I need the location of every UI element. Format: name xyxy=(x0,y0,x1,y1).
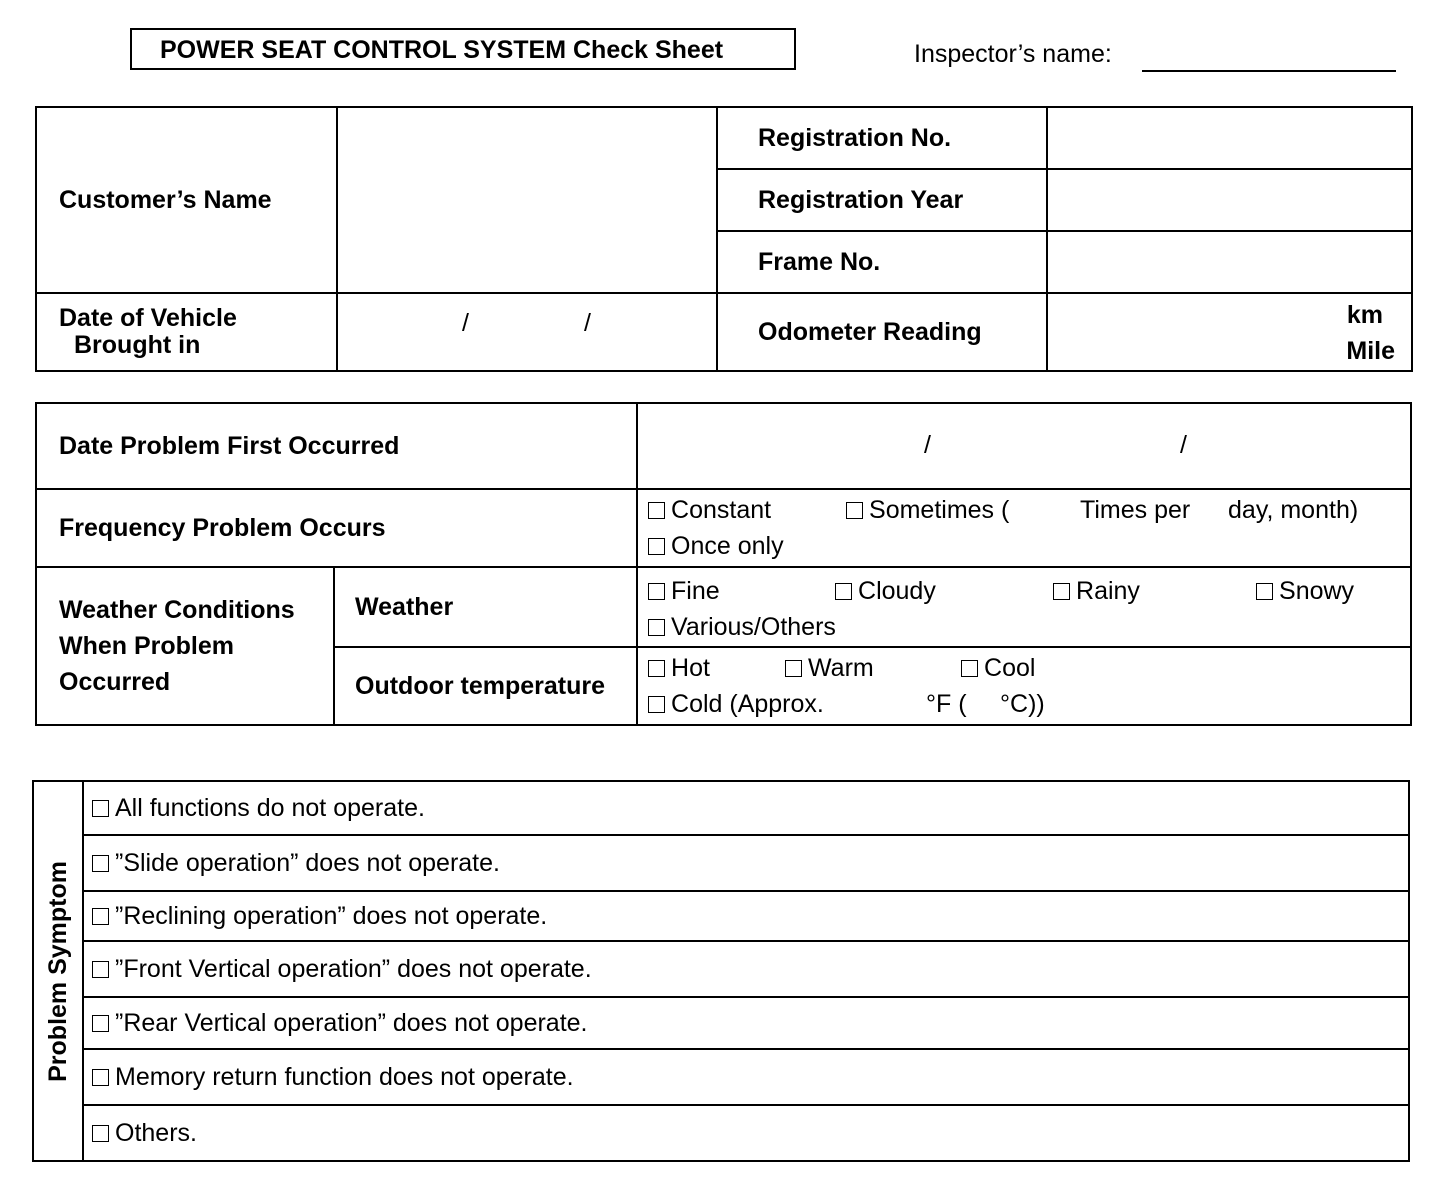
checkbox[interactable] xyxy=(961,660,978,677)
registration-year-field[interactable] xyxy=(1047,169,1412,231)
date-brought-in-label-line2: Brought in xyxy=(74,331,201,359)
date-first-occurred-label: Date Problem First Occurred xyxy=(36,403,637,489)
checkbox[interactable] xyxy=(846,502,863,519)
checkbox[interactable] xyxy=(92,1125,109,1142)
temp-warm-option[interactable]: Warm xyxy=(785,650,874,686)
symptom-row[interactable] xyxy=(83,781,1409,835)
checkbox[interactable] xyxy=(92,961,109,978)
symptom-text: Memory return function does not operate. xyxy=(115,1062,574,1091)
symptom-row[interactable] xyxy=(83,997,1409,1049)
weather-various-option[interactable]: Various/Others xyxy=(648,609,836,645)
checkbox[interactable] xyxy=(1256,583,1273,600)
temperature-options xyxy=(637,647,1411,725)
weather-conditions-line1: Weather Conditions xyxy=(59,596,295,624)
registration-no-label: Registration No. xyxy=(717,107,1047,169)
temp-fahrenheit-label: °F ( xyxy=(926,690,967,718)
date-separator: / xyxy=(924,431,931,459)
checkbox[interactable] xyxy=(648,619,665,636)
date-separator: / xyxy=(584,309,591,337)
registration-no-field[interactable] xyxy=(1047,107,1412,169)
weather-rainy-option[interactable]: Rainy xyxy=(1053,573,1140,609)
freq-day-month-label: day, month) xyxy=(1228,496,1359,524)
outdoor-temperature-label: Outdoor temperature xyxy=(334,647,637,725)
weather-fine-option[interactable]: Fine xyxy=(648,573,720,609)
symptom-text: Others. xyxy=(115,1118,197,1147)
symptom-text: ”Front Vertical operation” does not operate. xyxy=(115,954,592,983)
checkbox[interactable] xyxy=(92,1015,109,1032)
customer-name-label: Customer’s Name xyxy=(36,107,337,293)
checkbox[interactable] xyxy=(648,538,665,555)
sheet-title: POWER SEAT CONTROL SYSTEM Check Sheet xyxy=(130,28,796,70)
date-brought-in-label xyxy=(36,293,337,371)
freq-constant-option[interactable]: Constant xyxy=(648,492,771,528)
weather-label: Weather xyxy=(334,567,637,647)
frequency-options xyxy=(637,489,1411,567)
temp-hot-option[interactable]: Hot xyxy=(648,650,710,686)
problem-symptom-label-cell xyxy=(33,781,83,1161)
checkbox[interactable] xyxy=(92,908,109,925)
temp-cool-option[interactable]: Cool xyxy=(961,650,1035,686)
date-brought-in-field[interactable] xyxy=(337,293,717,371)
weather-conditions-label xyxy=(36,567,334,725)
freq-times-per-label: Times per xyxy=(1080,496,1191,524)
symptom-row[interactable] xyxy=(83,835,1409,891)
date-separator: / xyxy=(462,309,469,337)
customer-name-field[interactable] xyxy=(337,107,717,293)
frequency-label: Frequency Problem Occurs xyxy=(36,489,637,567)
symptom-row[interactable] xyxy=(83,891,1409,941)
unit-mile: Mile xyxy=(1346,337,1395,365)
symptom-row[interactable] xyxy=(83,941,1409,997)
date-first-occurred-field[interactable] xyxy=(637,403,1411,489)
checkbox[interactable] xyxy=(92,855,109,872)
problem-info-table xyxy=(35,402,1412,726)
checkbox[interactable] xyxy=(785,660,802,677)
symptom-text: All functions do not operate. xyxy=(115,793,425,822)
checkbox[interactable] xyxy=(92,1069,109,1086)
weather-cloudy-option[interactable]: Cloudy xyxy=(835,573,936,609)
checkbox[interactable] xyxy=(1053,583,1070,600)
symptom-text: ”Reclining operation” does not operate. xyxy=(115,901,548,930)
checkbox[interactable] xyxy=(835,583,852,600)
temp-celsius-label: °C)) xyxy=(1000,690,1045,718)
frame-no-label: Frame No. xyxy=(717,231,1047,293)
inspector-label: Inspector’s name: xyxy=(914,40,1112,68)
inspector-name-field[interactable] xyxy=(1142,70,1396,72)
weather-conditions-line2: When Problem xyxy=(59,632,235,660)
symptom-row[interactable] xyxy=(83,1049,1409,1105)
unit-km: km xyxy=(1346,301,1383,329)
vehicle-info-table xyxy=(35,106,1413,372)
weather-snowy-option[interactable]: Snowy xyxy=(1256,573,1354,609)
symptom-text: ”Slide operation” does not operate. xyxy=(115,848,500,877)
frame-no-field[interactable] xyxy=(1047,231,1412,293)
odometer-field[interactable] xyxy=(1047,293,1412,371)
registration-year-label: Registration Year xyxy=(717,169,1047,231)
checkbox[interactable] xyxy=(648,583,665,600)
freq-sometimes-option[interactable]: Sometimes ( xyxy=(846,492,1009,528)
weather-conditions-line3: Occurred xyxy=(59,668,171,696)
freq-once-option[interactable]: Once only xyxy=(648,528,784,564)
checkbox[interactable] xyxy=(648,696,665,713)
date-separator: / xyxy=(1180,431,1187,459)
temp-cold-option[interactable]: Cold (Approx. xyxy=(648,686,824,722)
checkbox[interactable] xyxy=(648,660,665,677)
checkbox[interactable] xyxy=(92,800,109,817)
weather-options xyxy=(637,567,1411,647)
symptom-text: ”Rear Vertical operation” does not operate. xyxy=(115,1008,588,1037)
checkbox[interactable] xyxy=(648,502,665,519)
symptom-row[interactable] xyxy=(83,1105,1409,1161)
odometer-label: Odometer Reading xyxy=(717,293,1047,371)
date-brought-in-label-line1: Date of Vehicle xyxy=(59,304,237,332)
problem-symptom-table xyxy=(32,780,1410,1162)
problem-symptom-label: Problem Symptom xyxy=(43,860,72,1082)
